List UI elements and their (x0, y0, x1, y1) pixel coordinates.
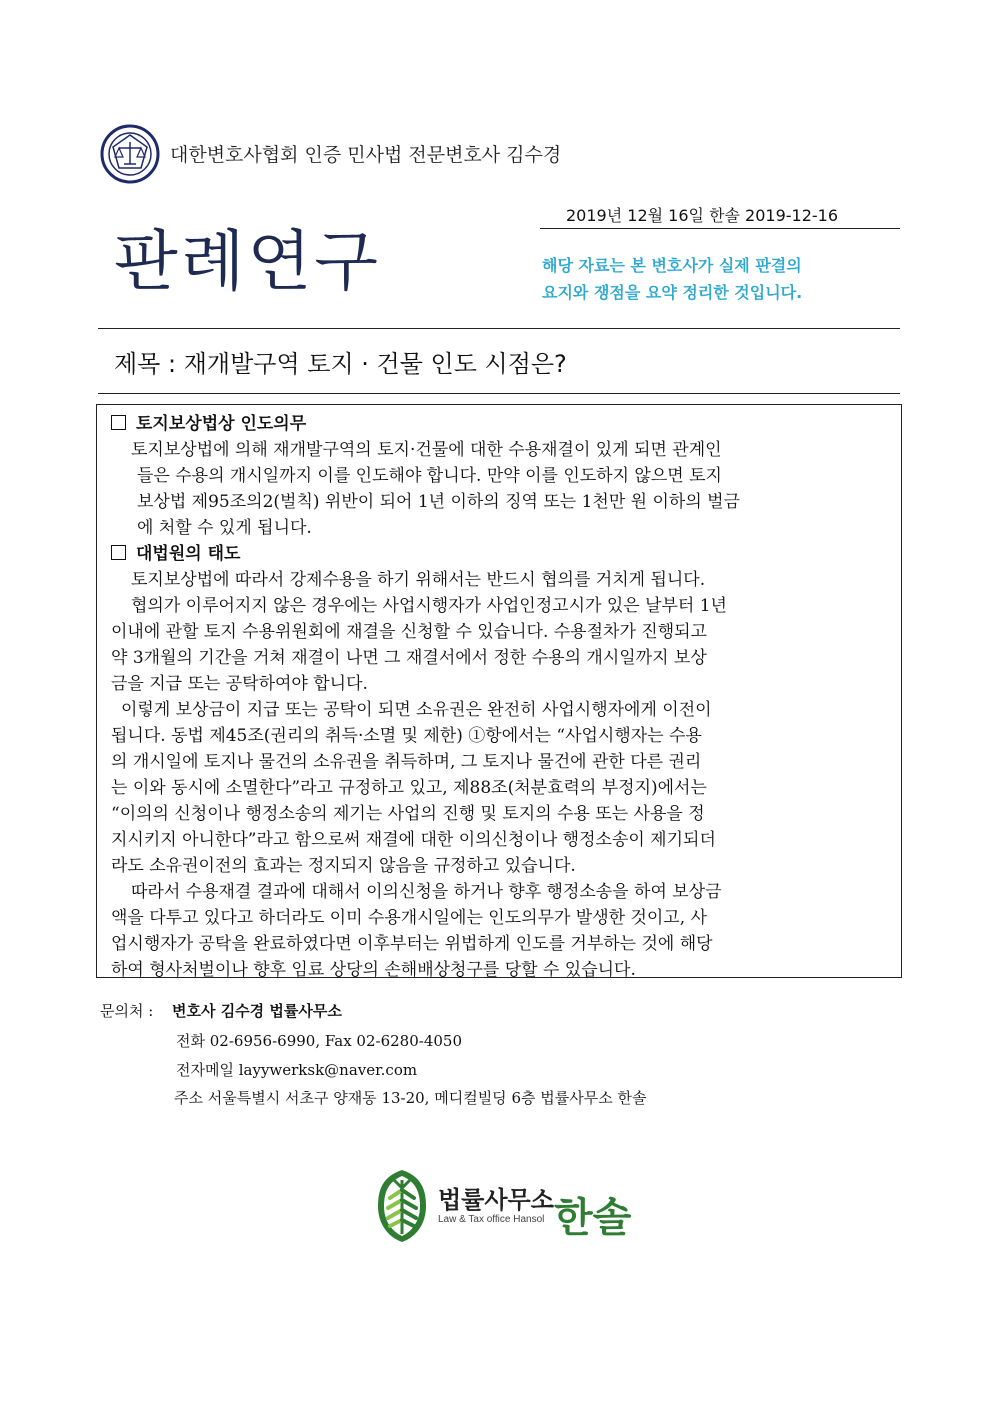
checkbox-square-icon (111, 415, 126, 430)
paragraph-line: “이의의 신청이나 행정소송의 제기는 사업의 진행 및 토지의 수용 또는 사용을 정 (111, 804, 705, 824)
pine-leaf-logo-icon (376, 1168, 428, 1244)
paragraph-line: 하여 형사처벌이나 향후 임료 상당의 손해배상청구를 당할 수 있습니다. (111, 960, 636, 980)
paragraph-line: 액을 다투고 있다고 하더라도 이미 수용개시일에는 인도의무가 발생한 것이고, 사 (111, 908, 707, 928)
notice-line: 해당 자료는 본 변호사가 실제 판결의 (542, 256, 802, 275)
notice-line: 요지와 쟁점을 요약 정리한 것입니다. (542, 283, 803, 302)
paragraph-line: 업시행자가 공탁을 완료하였다면 이후부터는 위법하게 인도를 거부하는 것에 해당 (111, 934, 713, 954)
divider (98, 393, 900, 394)
paragraph-line: 이렇게 보상금이 지급 또는 공탁이 되면 소유권은 완전히 사업시행자에게 이전이 (121, 700, 712, 720)
contact-label: 문의처 : (100, 1002, 154, 1020)
content-box (96, 404, 902, 978)
paragraph-line: 라도 소유권이전의 효과는 정지되지 않음을 규정하고 있습니다. (111, 856, 576, 876)
paragraph-line: 협의가 이루어지지 않은 경우에는 사업시행자가 사업인정고시가 있은 날부터 1년 (131, 596, 727, 616)
page-title: 판례연구 (114, 223, 382, 300)
contact-phone: 전화 02-6956-6990, Fax 02-6280-4050 (176, 1032, 462, 1050)
logo-english-name: Law & Tax office Hansol (438, 1214, 545, 1225)
section-heading (111, 409, 306, 434)
paragraph-line: 토지보상법에 의해 재개발구역의 토지·건물에 대한 수용재결이 있게 되면 관계인 (131, 440, 722, 460)
logo-brand-name: 한솔 (554, 1195, 632, 1241)
paragraph-line: 토지보상법에 따라서 강제수용을 하기 위해서는 반드시 협의를 거치게 됩니다. (131, 570, 706, 590)
paragraph-line: 약 3개월의 기간을 거쳐 재결이 나면 그 재결서에서 정한 수용의 개시일까지 보상 (111, 648, 707, 668)
contact-address: 주소 서울특별시 서초구 양재동 13-20, 메디컬빌딩 6층 법률사무소 한솔 (174, 1089, 647, 1107)
contact-email: 전자메일 layywerksk@naver.com (176, 1061, 418, 1079)
paragraph-line: 의 개시일에 토지나 물건의 소유권을 취득하며, 그 토지나 물건에 관한 다른 권리 (111, 752, 702, 772)
certification-text: 대한변호사협회 인증 민사법 전문변호사 김수경 (170, 144, 562, 166)
logo-firm-name: 법률사무소 (438, 1186, 554, 1214)
paragraph-line: 에 처할 수 있게 됩니다. (137, 518, 312, 538)
paragraph-line: 는 이와 동시에 소멸한다”라고 규정하고 있고, 제88조(처분효력의 부정지)에서는 (111, 778, 707, 798)
paragraph-line: 보상법 제95조의2(벌칙) 위반이 되어 1년 이하의 징역 또는 1천만 원 이하의 벌금 (137, 492, 741, 512)
notice-text (542, 252, 902, 306)
subject-title: 제목 : 재개발구역 토지 · 건물 인도 시점은? (114, 350, 567, 378)
section-heading (111, 539, 240, 564)
section-heading-text: 토지보상법상 인도의무 (136, 414, 307, 434)
paragraph-line: 됩니다. 동법 제45조(권리의 취득·소멸 및 제한) ①항에서는 “사업시행자는 수용 (111, 726, 702, 746)
divider (98, 328, 900, 329)
paragraph-line: 이내에 관할 토지 수용위원회에 재결을 신청할 수 있습니다. 수용절차가 진행되고 (111, 622, 707, 642)
bar-association-seal-icon (100, 124, 160, 184)
checkbox-square-icon (111, 545, 126, 560)
paragraph-line: 금을 지급 또는 공탁하여야 합니다. (111, 674, 368, 694)
date-line: 2019년 12월 16일 한솔 2019-12-16 (540, 203, 900, 229)
contact-name: 변호사 김수경 법률사무소 (172, 1002, 342, 1020)
paragraph-line: 따라서 수용재결 결과에 대해서 이의신청을 하거나 향후 행정소송을 하여 보상금 (131, 882, 722, 902)
paragraph-line: 들은 수용의 개시일까지 이를 인도해야 합니다. 만약 이를 인도하지 않으면 토지 (137, 466, 722, 486)
section-heading-text: 대법원의 태도 (136, 544, 241, 564)
paragraph-line: 지시키지 아니한다”라고 함으로써 재결에 대한 이의신청이나 행정소송이 제기되더 (111, 830, 716, 850)
